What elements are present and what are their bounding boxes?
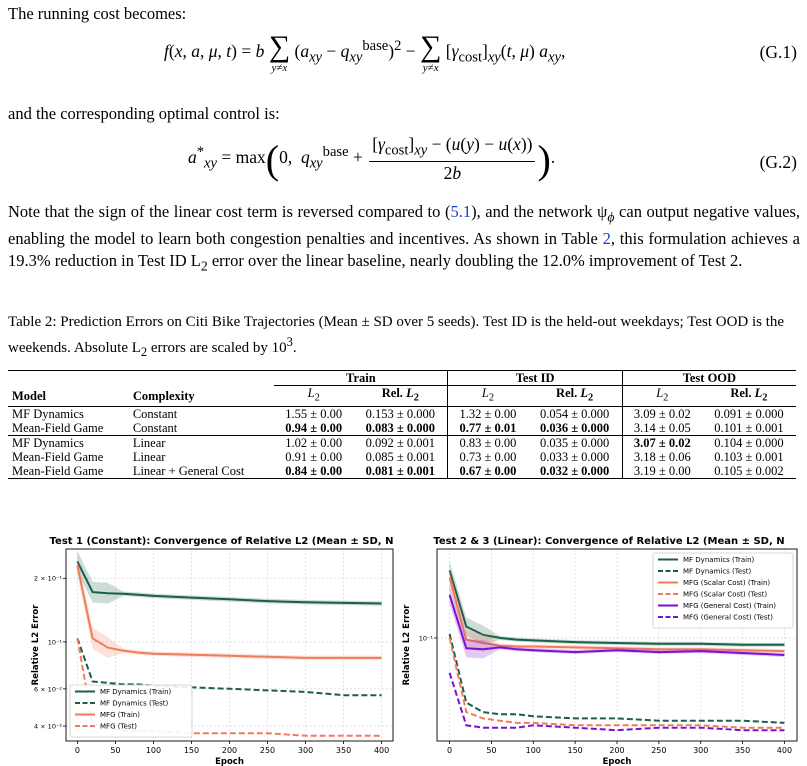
legend-label: MF Dynamics (Train) xyxy=(100,688,172,696)
cell-value: 0.035 ± 0.000 xyxy=(539,435,610,450)
cell-complexity: Linear xyxy=(132,449,166,464)
cell-value: 3.19 ± 0.00 xyxy=(622,464,702,479)
x-tick-label: 250 xyxy=(651,746,667,755)
y-tick-label: 6 × 10⁻² xyxy=(33,685,62,694)
note-paragraph: Note that the sign of the linear cost term is reversed compared to (5.1), and the network $\psi_\phi$ can output negative values, enabling the model to learn both congestion penalties and incentives. As shown in Table 2, this formulation achieves a 19.3% reduction in Test ID $L_2$ error over the linear baseline, nearly doubling the 12.0% improvement of Test 2. xyxy=(8,202,800,274)
cell-value: 0.091 ± 0.000 xyxy=(714,406,784,421)
cell-value: 0.092 ± 0.001 xyxy=(365,435,436,450)
cell-value: 0.77 ± 0.01 xyxy=(448,421,528,436)
legend-label: MFG (Scalar Cost) (Train) xyxy=(683,579,771,587)
cell-value: 1.32 ± 0.00 xyxy=(448,406,528,421)
legend-label: MFG (General Cost) (Train) xyxy=(683,602,777,610)
table-row xyxy=(8,435,796,450)
table-row xyxy=(8,406,796,421)
x-tick-label: 300 xyxy=(693,746,709,755)
equation-number: (G.2) xyxy=(759,152,797,172)
running-cost-intro: The running cost becomes: xyxy=(8,4,187,23)
table-caption: Table 2: Prediction Errors on Citi Bike Trajectories (Mean ± SD over 5 seeds). Test ID is the held-out weekdays; Test OOD is the weekends. Absolute $L_2$ errors are scaled by $10^3$. xyxy=(8,314,785,359)
cell-value: 0.84 ± 0.00 xyxy=(285,463,343,478)
x-tick-label: 200 xyxy=(609,746,625,755)
cell-value: 0.105 ± 0.002 xyxy=(714,463,784,478)
cell-value: 0.67 ± 0.00 xyxy=(448,464,528,479)
y-tick-label: 4 × 10⁻² xyxy=(33,722,62,731)
cell-model: MF Dynamics xyxy=(12,435,84,450)
chart-title: Test 1 (Constant): Convergence of Relative L2 (Mean ± SD, N xyxy=(49,536,394,547)
legend-label: MFG (General Cost) (Test) xyxy=(683,613,774,622)
equation-number: (G.1) xyxy=(759,42,797,62)
col-model: Model xyxy=(12,388,47,403)
cell-value: 0.73 ± 0.00 xyxy=(448,450,528,464)
x-axis-label: Epoch xyxy=(602,757,632,766)
cell-model: Mean-Field Game xyxy=(12,420,104,435)
x-tick-label: 200 xyxy=(221,746,238,755)
optimal-control-intro: and the corresponding optimal control is: xyxy=(8,104,280,123)
x-tick-label: 350 xyxy=(734,746,751,755)
chart-test1-constant xyxy=(8,516,408,766)
cell-complexity: Linear + General Cost xyxy=(132,463,245,478)
y-tick-label: 10⁻¹ xyxy=(418,634,433,643)
legend-label: MF Dynamics (Train) xyxy=(683,556,755,564)
y-axis-label: Relative L2 Error xyxy=(31,604,41,686)
x-tick-label: 0 xyxy=(447,746,453,755)
x-tick-label: 250 xyxy=(259,746,276,755)
legend-label: MFG (Test) xyxy=(100,722,137,731)
x-axis-label: Epoch xyxy=(215,757,244,766)
results-table xyxy=(8,370,796,479)
cell-value: 0.103 ± 0.001 xyxy=(714,449,784,464)
cell-value: 0.054 ± 0.000 xyxy=(539,406,610,421)
cell-value: 0.083 ± 0.000 xyxy=(365,420,436,435)
group-train: Train xyxy=(274,371,448,386)
cell-value: 0.032 ± 0.000 xyxy=(539,463,610,478)
cell-complexity: Linear xyxy=(132,435,166,450)
x-tick-label: 400 xyxy=(776,746,793,755)
cell-value: 0.033 ± 0.000 xyxy=(539,449,610,464)
legend-label: MF Dynamics (Test) xyxy=(683,567,752,576)
equation-g2: $a^*_{xy} = \max(0$, $q_{xy}^{base}$ + $\frac{[\gamma_{cost}]_{xy} - (u(y) - u(x))}{2b}$ ). (G.2) xyxy=(188,134,797,183)
equation-ref-link[interactable]: 5.1 xyxy=(450,202,472,221)
x-tick-label: 100 xyxy=(525,746,541,755)
x-tick-label: 0 xyxy=(74,746,80,755)
cell-value: 0.94 ± 0.00 xyxy=(285,420,343,435)
cell-complexity: Constant xyxy=(132,420,178,435)
cell-model: Mean-Field Game xyxy=(12,449,104,464)
col-complexity: Complexity xyxy=(132,388,195,403)
group-test-id: Test ID xyxy=(448,371,622,386)
table-row xyxy=(8,421,796,436)
table-row xyxy=(8,464,796,479)
column-header-row: Model Complexity $L_2$ Rel. $L_2$ $L_2$ Rel. $L_2$ $L_2$ Rel. $L_2$ xyxy=(8,386,796,407)
x-tick-label: 50 xyxy=(110,746,121,755)
cell-value: 3.18 ± 0.06 xyxy=(622,450,702,464)
cell-value: 0.83 ± 0.00 xyxy=(448,435,528,450)
cell-model: MF Dynamics xyxy=(12,406,84,421)
cell-value: 0.153 ± 0.000 xyxy=(365,406,436,421)
cell-complexity: Constant xyxy=(132,406,178,421)
legend-label: MFG (Train) xyxy=(100,711,140,719)
cell-value: 3.07 ± 0.02 xyxy=(622,435,702,450)
cell-value: 3.14 ± 0.05 xyxy=(622,421,702,436)
cell-value: 0.085 ± 0.001 xyxy=(365,449,436,464)
cell-value: 0.104 ± 0.000 xyxy=(714,435,784,450)
legend-label: MFG (Scalar Cost) (Test) xyxy=(683,590,768,599)
x-tick-label: 100 xyxy=(145,746,162,755)
x-tick-label: 150 xyxy=(183,746,200,755)
x-tick-label: 350 xyxy=(335,746,352,755)
cell-value: 1.55 ± 0.00 xyxy=(285,406,343,421)
x-tick-label: 300 xyxy=(297,746,314,755)
y-tick-label: 2 × 10⁻¹ xyxy=(33,574,62,583)
y-tick-label: 10⁻¹ xyxy=(47,638,62,647)
cell-value: 0.081 ± 0.001 xyxy=(365,463,436,478)
x-tick-label: 400 xyxy=(373,746,390,755)
x-tick-label: 150 xyxy=(567,746,583,755)
x-tick-label: 50 xyxy=(486,746,497,755)
table-row xyxy=(8,450,796,464)
table-ref-link[interactable]: 2 xyxy=(602,229,611,249)
cell-model: Mean-Field Game xyxy=(12,463,104,478)
chart-title: Test 2 & 3 (Linear): Convergence of Relative L2 (Mean ± SD, N xyxy=(433,536,785,547)
cell-value: 0.91 ± 0.00 xyxy=(285,449,343,464)
cell-value: 3.09 ± 0.02 xyxy=(622,406,702,421)
cell-value: 1.02 ± 0.00 xyxy=(285,435,343,450)
legend-label: MF Dynamics (Test) xyxy=(100,699,169,708)
cell-value: 0.036 ± 0.000 xyxy=(539,420,610,435)
equation-g1: f(x, a, μ, t) = b ∑ y≠x $(a_{xy} - q_{xy}^{base})^2$ − ∑ y≠x $[\gamma_{cost}]_{xy}(t$, μ) $a_{xy}$, (G.1) xyxy=(164,30,797,74)
chart-test2-3-linear xyxy=(402,516,802,766)
group-test-ood: Test OOD xyxy=(622,371,796,386)
cell-value: 0.101 ± 0.001 xyxy=(714,420,784,435)
y-axis-label: Relative L2 Error xyxy=(402,604,412,686)
